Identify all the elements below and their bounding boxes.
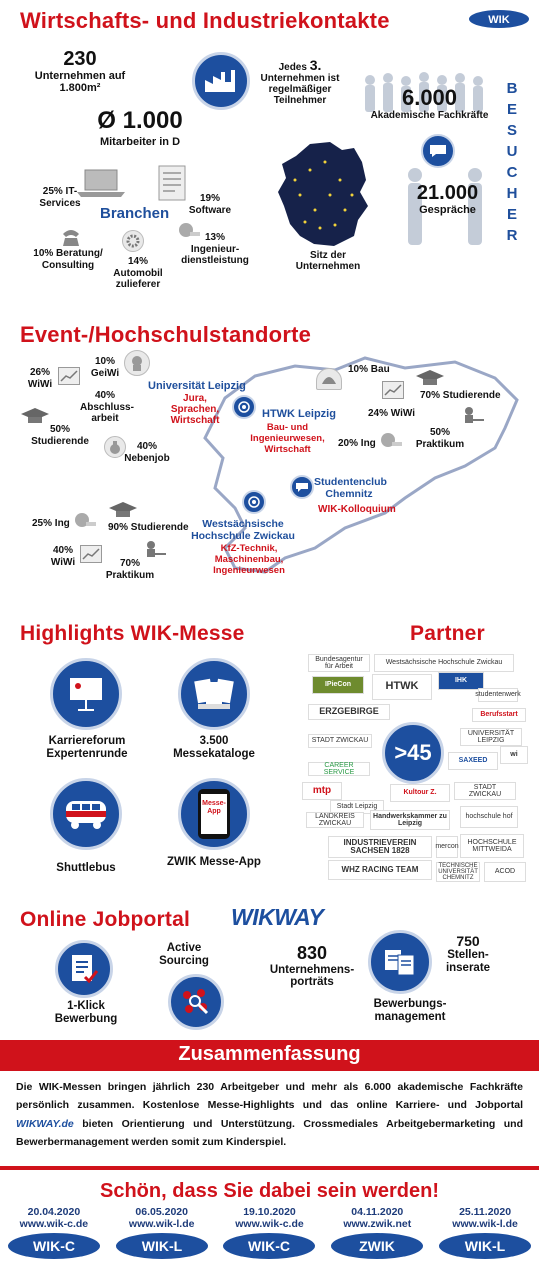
sourcing-people-icon — [168, 974, 224, 1030]
graduation-cap-icon-left — [108, 500, 138, 518]
target-icon-htwk — [232, 395, 256, 419]
presentation-icon — [50, 658, 122, 730]
companies-count: 230 — [63, 48, 97, 70]
branchen-title: Branchen — [100, 205, 170, 222]
section-title-highlights: Highlights WIK-Messe — [20, 622, 245, 645]
event-date: 19.10.2020 — [243, 1206, 296, 1218]
partner-logo: STADT ZWICKAU — [454, 782, 516, 800]
partner-logo: mtp — [302, 782, 342, 800]
stat-praktikum-70: 70% Praktikum — [105, 558, 155, 581]
footer-event — [219, 1206, 319, 1276]
event-date: 06.05.2020 — [135, 1206, 188, 1218]
app-screen-label: Messe- App — [201, 794, 227, 834]
factory-icon — [192, 52, 250, 110]
zwickau-name: Westsächsische Hochschule Zwickau — [191, 518, 295, 543]
partner-logo: Kultour Z. — [390, 784, 450, 802]
event-url[interactable]: www.zwik.net — [343, 1218, 412, 1230]
event-date: 25.11.2020 — [459, 1206, 512, 1218]
gear-icon — [122, 230, 144, 252]
bus-icon — [50, 778, 122, 850]
highlight-messekataloge: 3.500 Messekataloge — [173, 735, 255, 760]
visitors-label: Akademische Fachkräfte — [370, 110, 489, 122]
svg-text:ZWIK: ZWIK — [359, 1238, 396, 1254]
event-url[interactable]: www.wik-c.de — [235, 1218, 304, 1230]
summary-title: Zusammenfassung — [178, 1043, 361, 1065]
svg-text:WIK-C: WIK-C — [32, 1238, 75, 1254]
uni-leipzig-fields: Jura, Sprachen, Wirtschaft — [170, 393, 220, 426]
branche-beratung: 10% Beratung/ Consulting — [33, 248, 103, 271]
wik-c-logo — [221, 1230, 317, 1266]
zwickau-fields: KfZ-Technik, Maschinenbau, Ingenieurwesen — [213, 543, 285, 576]
event-date: 20.04.2020 — [27, 1206, 81, 1218]
htwk-name: HTWK Leipzig — [262, 408, 336, 420]
stat-praktikum-50: 50% Praktikum — [415, 427, 465, 450]
zwik-logo — [329, 1230, 425, 1266]
partner-logo: WHZ RACING TEAM — [328, 860, 432, 880]
chart-icon-left — [80, 545, 102, 563]
besucher-vertical: B E S U C H E R — [506, 80, 518, 244]
speech-icon-chemnitz — [290, 475, 314, 499]
svg-text:WIK-C: WIK-C — [248, 1238, 291, 1254]
partner-count-badge: >45 — [382, 722, 444, 784]
visitors-count: 6.000 — [401, 85, 458, 110]
partner-logo: IHK — [438, 672, 484, 690]
application-form-icon — [55, 940, 113, 998]
phone-icon — [60, 228, 82, 248]
stat-studierende-50: 50% Studierende — [31, 424, 89, 447]
stat-ing-25: 25% Ing — [32, 518, 70, 529]
footer-event — [4, 1206, 104, 1276]
map-label: Sitz der Unternehmen — [295, 250, 361, 272]
document-icon — [158, 165, 186, 201]
every-third-text: Unternehmen ist regelmäßiger Teilnehmer — [260, 73, 340, 107]
companies-label: Unternehmen auf 1.800m² — [34, 70, 126, 95]
partner-logo: UNIVERSITÄT LEIPZIG — [460, 728, 522, 746]
helmet-icon — [316, 368, 342, 390]
stat-wiwi-40: 40% WiWi — [50, 545, 76, 568]
stat-nebenjob-40: 40% Nebenjob — [124, 441, 170, 464]
event-url[interactable]: www.wik-l.de — [452, 1218, 518, 1230]
stat-studierende-90: 90% Studierende — [108, 522, 189, 533]
summary-brand: WIKWAY.de — [16, 1117, 74, 1130]
speech-bubble-icon — [421, 134, 455, 168]
highlight-karriereforum: Karriereforum Expertenrunde — [46, 735, 128, 760]
partner-logo: SAXEED — [448, 752, 498, 770]
partner-logo: Handwerkskammer zu Leipzig — [370, 810, 450, 830]
partner-logo: wi — [500, 746, 528, 764]
chemnitz-fields: WIK-Kolloquium — [318, 504, 396, 515]
portraits-label: Unternehmens- porträts — [269, 963, 355, 989]
employees-count: Ø 1.000 — [97, 107, 183, 134]
partner-logo: ACOD — [484, 862, 526, 882]
graduation-cap-icon-right — [415, 368, 445, 386]
branche-software: 19% Software — [188, 193, 232, 216]
partner-logo: HTWK — [372, 674, 432, 700]
partner-logo: LANDKREIS ZWICKAU — [306, 812, 364, 828]
conversations-count: 21.000 — [416, 182, 479, 204]
partner-logo: mercon — [436, 836, 458, 858]
wik-c-logo — [6, 1230, 102, 1266]
chart-icon — [58, 367, 80, 385]
chemnitz-name: Studentenclub Chemnitz — [314, 476, 387, 501]
chart-icon-right — [382, 381, 404, 399]
every-third-prefix: Jedes — [278, 62, 307, 73]
partner-logo: Stadt Leipzig — [330, 800, 384, 814]
jobportal-one-click: 1-Klick Bewerbung — [54, 1000, 118, 1025]
highlight-messe-app: ZWIK Messe-App — [167, 856, 261, 868]
stat-studierende-70: 70% Studierende — [420, 390, 501, 401]
wikway-brand: WIKWAY — [231, 904, 324, 930]
wik-logo — [468, 8, 530, 30]
event-date: 04.11.2020 — [351, 1206, 404, 1218]
stat-abschluss-40: 40% Abschluss- arbeit — [80, 390, 134, 424]
highlight-shuttlebus: Shuttlebus — [56, 862, 116, 874]
partner-logo: CAREER SERVICE — [308, 762, 370, 776]
stat-bau-10: 10% Bau — [348, 364, 390, 375]
partner-logo: IPieCon — [312, 676, 364, 694]
section-title-contacts: Wirtschafts- und Industriekontakte — [20, 8, 390, 33]
every-third-number: 3. — [309, 57, 322, 73]
wik-l-logo — [114, 1230, 210, 1266]
ads-count: 750 — [456, 933, 480, 949]
partner-logo: HOCHSCHULE MITTWEIDA — [460, 834, 524, 858]
target-icon-zwickau — [242, 490, 266, 514]
portraits-count: 830 — [296, 943, 328, 963]
branche-it: 25% IT-Services — [39, 186, 81, 209]
htwk-fields: Bau- und Ingenieurwesen, Wirtschaft — [250, 422, 325, 455]
catalog-stack-icon — [178, 658, 250, 730]
branche-auto: 14% Automobil zulieferer — [113, 256, 163, 290]
graduation-cap-icon — [20, 406, 50, 424]
partner-logo: Berufsstart — [472, 708, 526, 722]
partner-logo: studentenwerk — [478, 688, 518, 702]
jobportal-management: Bewerbungs- management — [373, 998, 447, 1023]
documents-icon — [368, 930, 432, 994]
partner-logo: STADT ZWICKAU — [308, 734, 372, 748]
tape-measure-icon-left — [74, 512, 96, 528]
partner-logo: INDUSTRIEVEREIN SACHSEN 1828 — [328, 836, 432, 858]
stat-wiwi-26: 26% WiWi — [27, 367, 53, 390]
conversations-label: Gespräche — [419, 204, 476, 216]
tape-measure-icon-right — [380, 432, 402, 448]
partner-logo: TECHNISCHE UNIVERSITÄT CHEMNITZ — [436, 862, 480, 882]
head-icon — [124, 350, 150, 376]
employees-label: Mitarbeiter in D — [99, 136, 181, 149]
stat-geiwi-10: 10% GeiWi — [90, 356, 120, 379]
svg-text:WIK: WIK — [488, 14, 510, 26]
jobportal-active-sourcing: Active Sourcing — [159, 942, 209, 967]
footer-events — [0, 1206, 539, 1276]
partner-logo-grid — [300, 650, 530, 888]
smartphone-icon — [178, 778, 250, 850]
section-title-jobportal: Online Jobportal — [20, 908, 191, 931]
stat-ing-20: 20% Ing — [338, 438, 376, 449]
partner-logo: hochschule hof — [460, 806, 518, 828]
wik-l-logo — [437, 1230, 533, 1266]
footer-event — [327, 1206, 427, 1276]
uni-leipzig-name: Universität Leipzig — [148, 380, 246, 392]
partner-logo: Westsächsische Hochschule Zwickau — [374, 654, 514, 672]
event-url[interactable]: www.wik-c.de — [19, 1218, 89, 1230]
germany-map — [270, 140, 380, 250]
footer-event — [435, 1206, 535, 1276]
ads-label: Stellen- inserate — [445, 949, 491, 975]
footer-event — [112, 1206, 212, 1276]
section-title-events: Event-/Hochschulstandorte — [20, 322, 312, 347]
svg-text:WIK-L: WIK-L — [464, 1238, 506, 1254]
stat-wiwi-24: 24% WiWi — [368, 408, 416, 419]
svg-text:WIK-L: WIK-L — [141, 1238, 182, 1254]
summary-text: Die WIK-Messen bringen jährlich 230 Arbeitgeber und mehr als 6.000 akademische Fachkräfte persönlich zusammen. Kostenlose Messe-Highlights und das online Karriere- und Jobportal WIKWAY.de bieten Orientierung und Unterstützung. Crossmediales Arbeitgebermarketing und Bewerbermanagement werden somit zum Kinderspiel. — [0, 1071, 539, 1166]
desk-worker-icon — [460, 406, 484, 428]
branche-ing: 13% Ingenieur- dienstleistung — [181, 232, 249, 266]
summary-panel — [0, 1040, 539, 1170]
event-url[interactable]: www.wik-l.de — [128, 1218, 195, 1230]
partner-logo: ERZGEBIRGE — [308, 704, 390, 720]
partner-logo: Bundesagentur für Arbeit — [308, 654, 370, 672]
section-title-partner: Partner — [410, 622, 485, 645]
footer-title: Schön, dass Sie dabei sein werden! — [100, 1180, 439, 1202]
